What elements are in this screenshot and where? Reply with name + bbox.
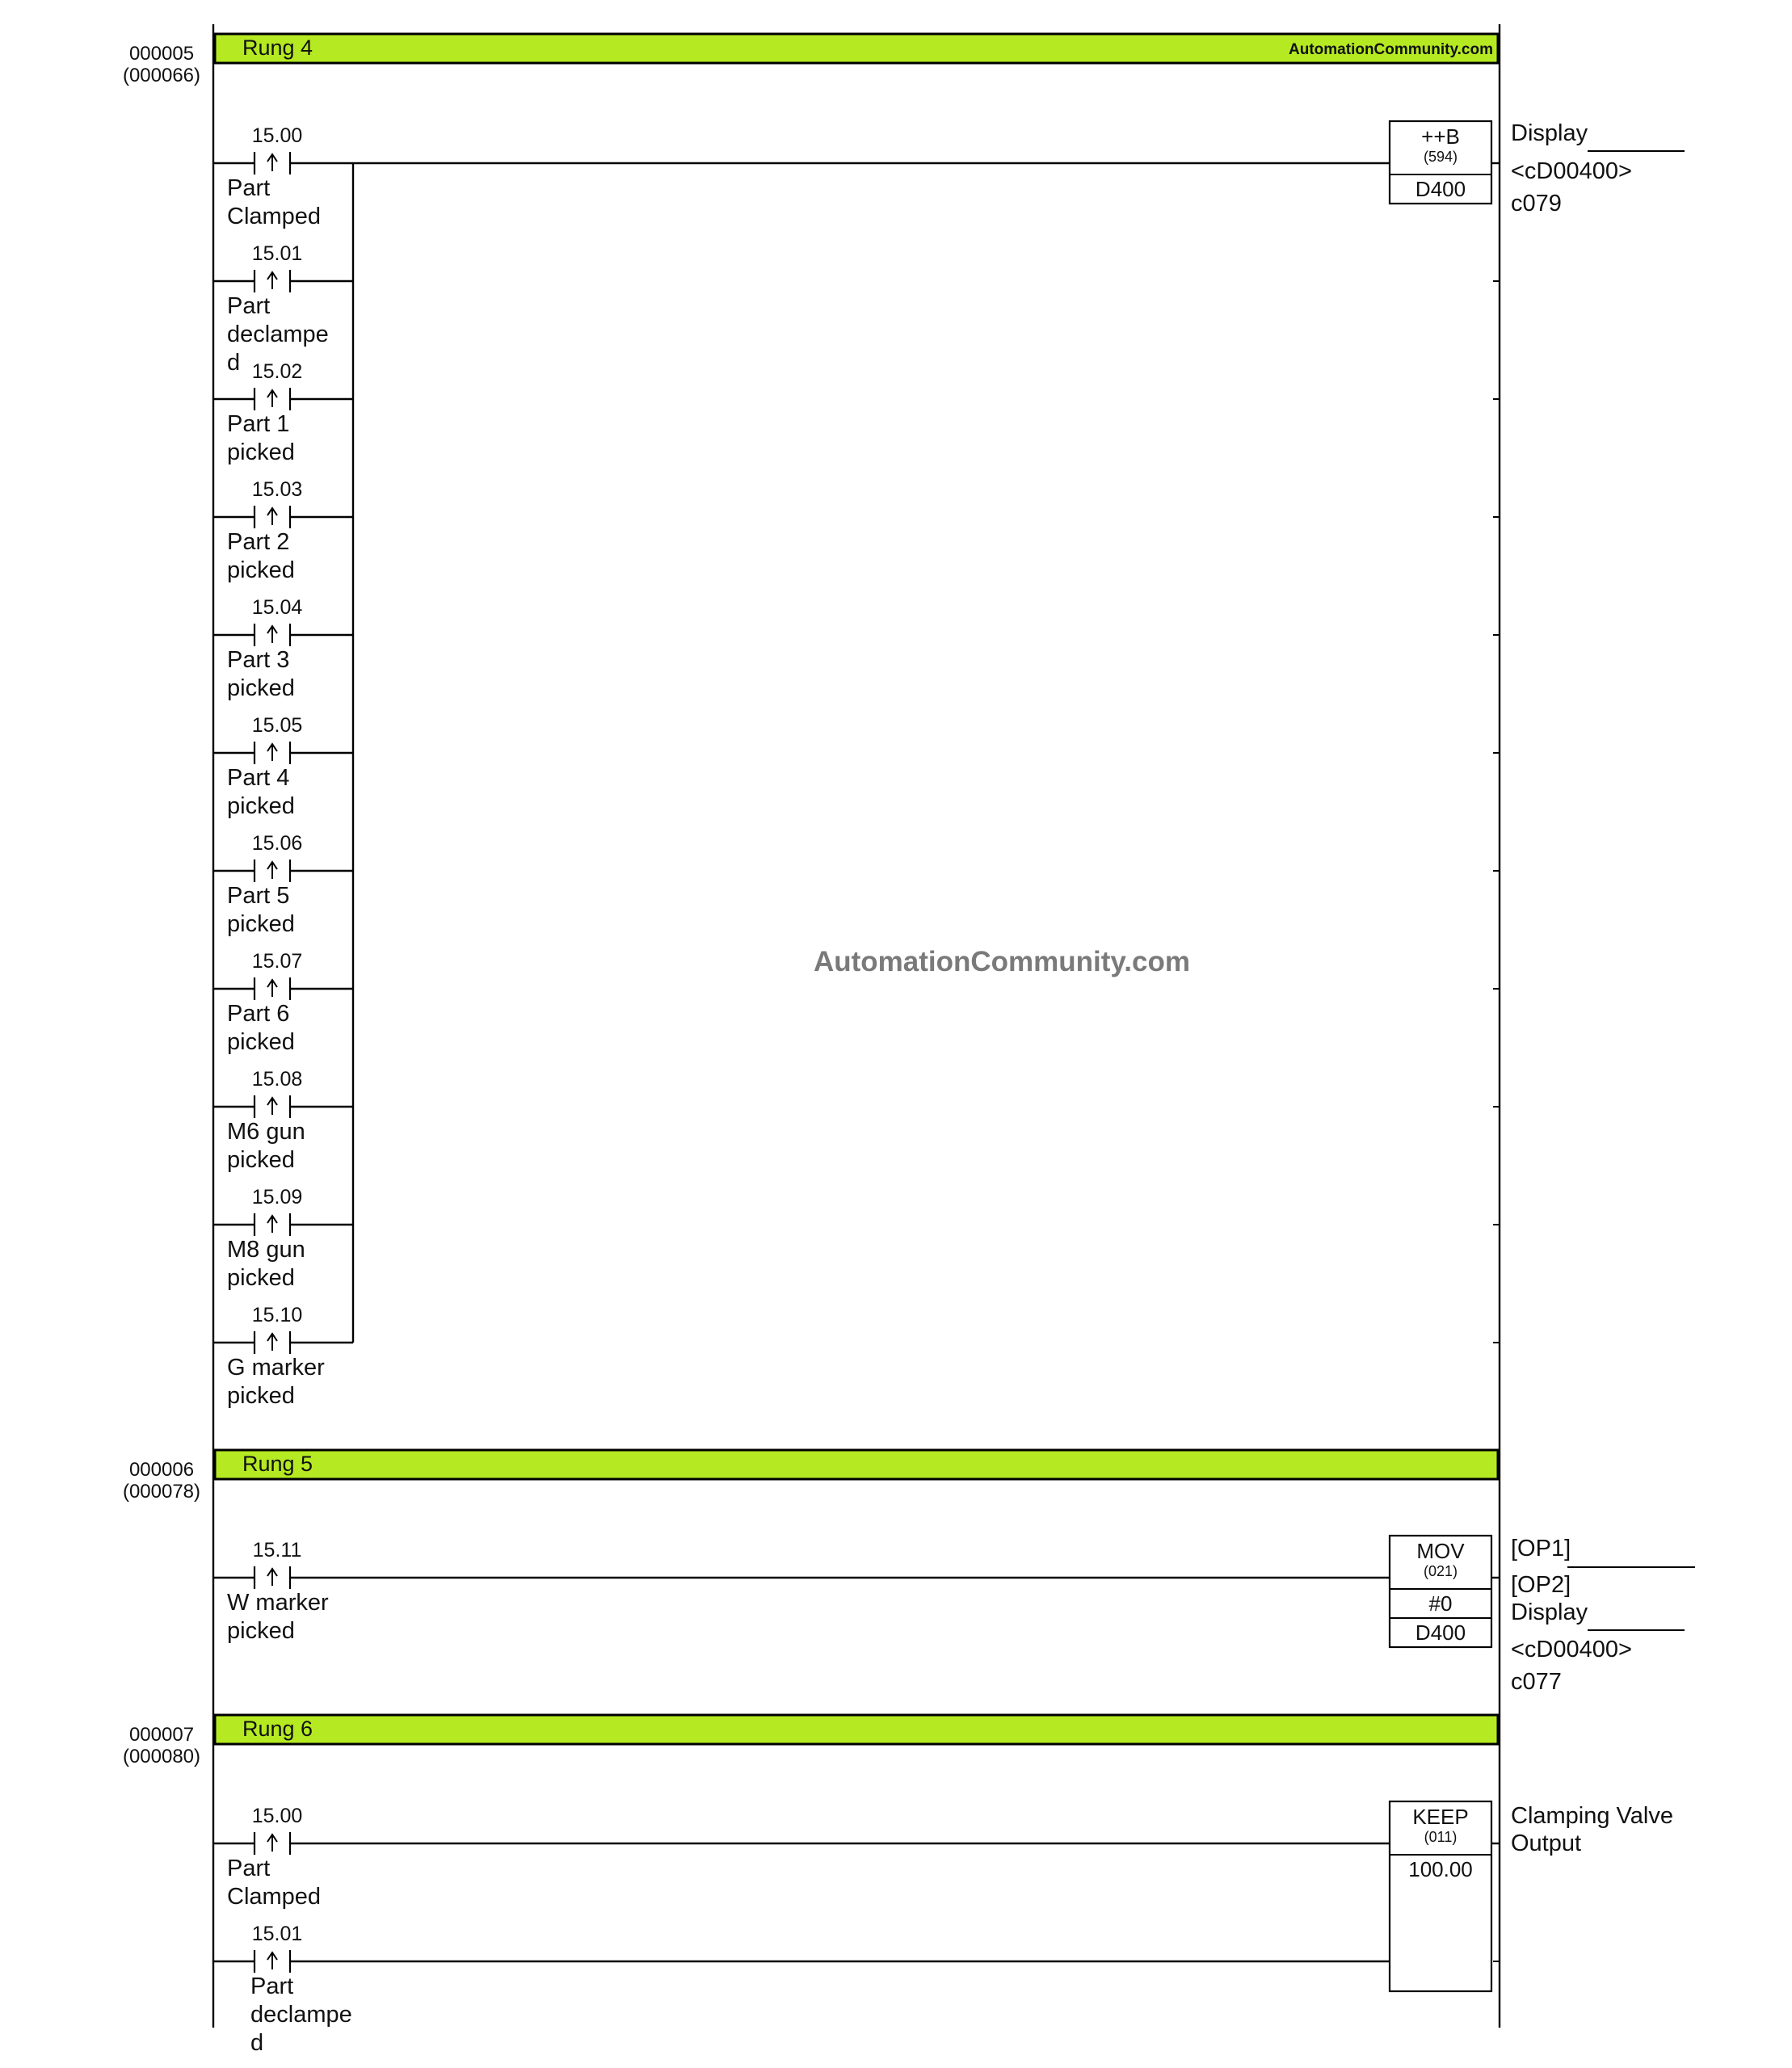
- contact[interactable]: [213, 242, 353, 376]
- contact-address: 15.01: [251, 242, 303, 265]
- contact-label: Part 4: [227, 765, 290, 791]
- instruction-operand: D400: [1415, 1620, 1466, 1645]
- contact-label: declampe: [227, 322, 329, 347]
- contact[interactable]: [213, 596, 353, 701]
- rung-title: Rung 4: [242, 36, 313, 60]
- contact-label: d: [250, 2030, 264, 2056]
- contact-label: Part: [227, 175, 271, 201]
- instruction-block[interactable]: [1390, 1801, 1491, 1991]
- annotation: <cD00400>: [1511, 158, 1632, 184]
- instruction-mnemonic: ++B: [1421, 124, 1460, 149]
- contact-label: G marker: [227, 1355, 325, 1381]
- annotation: Output: [1511, 1831, 1582, 1856]
- rung-header-bar: [215, 1715, 1498, 1744]
- contact[interactable]: [213, 1068, 353, 1173]
- contact-address: 15.04: [251, 596, 303, 619]
- contact-address: 15.02: [251, 360, 303, 383]
- annotation: [OP1]: [1511, 1536, 1571, 1562]
- rung-6: [123, 1715, 1673, 2056]
- contact[interactable]: [213, 832, 353, 937]
- contact-label: picked: [227, 793, 295, 819]
- contact-address: 15.11: [252, 1539, 302, 1562]
- annotation: Clamping Valve: [1511, 1803, 1673, 1829]
- contact-address: 15.00: [251, 124, 303, 147]
- rung-address: (000066): [122, 65, 201, 86]
- instruction-operand: #0: [1428, 1591, 1453, 1616]
- contact[interactable]: [213, 478, 353, 583]
- instruction-block[interactable]: [1390, 1536, 1491, 1647]
- contact-label: picked: [227, 1147, 295, 1173]
- annotation: c077: [1511, 1669, 1562, 1695]
- contact-label: picked: [227, 1265, 295, 1291]
- contact[interactable]: [213, 360, 353, 465]
- contact-address: 15.06: [251, 832, 303, 855]
- contact-address: 15.03: [251, 478, 303, 501]
- contact[interactable]: [213, 1186, 353, 1291]
- contact-address: 15.05: [251, 714, 303, 737]
- watermark-center: AutomationCommunity.com: [813, 946, 1191, 977]
- contact-label: Part 3: [227, 647, 290, 673]
- annotation: c079: [1511, 191, 1562, 216]
- rung-5: [123, 1450, 1695, 1695]
- rung-number: 000005: [128, 43, 195, 65]
- contact[interactable]: [213, 1805, 1390, 1910]
- instruction-mnemonic: MOV: [1416, 1539, 1465, 1563]
- annotation: <cD00400>: [1511, 1637, 1632, 1662]
- contact-label: M8 gun: [227, 1237, 305, 1263]
- contact-label: d: [227, 350, 241, 376]
- instruction-block[interactable]: [1390, 121, 1491, 204]
- contact-label: picked: [227, 911, 295, 937]
- contact-label: picked: [227, 557, 295, 583]
- annotation: [OP2]: [1511, 1572, 1571, 1598]
- instruction-code: (594): [1423, 149, 1458, 165]
- contact[interactable]: [213, 1539, 1390, 1644]
- contact-label: M6 gun: [227, 1119, 305, 1145]
- contact-label: W marker: [227, 1590, 329, 1616]
- contact-label: Clamped: [227, 204, 322, 229]
- contact-label: declampe: [250, 2002, 352, 2028]
- instruction-annotations: [1511, 1803, 1673, 1856]
- contact-label: Part: [250, 1973, 294, 1999]
- contact-label: picked: [227, 675, 295, 701]
- contact-address: 15.08: [251, 1068, 303, 1091]
- contact-address: 15.00: [251, 1805, 303, 1827]
- rung-header-bar: [215, 1450, 1498, 1479]
- instruction-annotations: [1511, 120, 1685, 216]
- contact-address: 15.01: [251, 1923, 303, 1945]
- contact[interactable]: [213, 1304, 353, 1409]
- contact[interactable]: [213, 950, 353, 1055]
- contact-label: Part 6: [227, 1001, 290, 1027]
- contact-label: Part: [227, 293, 271, 319]
- rung-number: 000007: [128, 1724, 195, 1746]
- watermark-header: AutomationCommunity.com: [1289, 41, 1493, 58]
- contact-label: picked: [227, 439, 295, 465]
- contact-label: Clamped: [227, 1884, 322, 1910]
- rung-4: [123, 34, 1685, 1409]
- instruction-code: (011): [1424, 1829, 1458, 1845]
- contact[interactable]: [213, 714, 353, 819]
- rung-number: 000006: [128, 1459, 195, 1481]
- instruction-operand: 100.00: [1408, 1857, 1473, 1881]
- contact-label: Part 5: [227, 883, 290, 909]
- contact-label: picked: [227, 1383, 295, 1409]
- contact-label: picked: [227, 1029, 295, 1055]
- contact-label: picked: [227, 1618, 295, 1644]
- rung-title: Rung 5: [242, 1452, 313, 1476]
- rung-address: (000078): [122, 1481, 201, 1503]
- annotation: Display: [1511, 120, 1588, 146]
- contact-label: Part: [227, 1856, 271, 1881]
- contact-label: Part 1: [227, 411, 290, 437]
- instruction-code: (021): [1423, 1563, 1458, 1579]
- rung-address: (000080): [122, 1746, 201, 1767]
- contact-label: Part 2: [227, 529, 290, 555]
- contact[interactable]: [213, 124, 353, 229]
- contact-address: 15.07: [251, 950, 303, 973]
- contact-address: 15.10: [251, 1304, 303, 1326]
- annotation: Display: [1511, 1599, 1588, 1625]
- contact[interactable]: [213, 1923, 1390, 2056]
- instruction-mnemonic: KEEP: [1412, 1805, 1469, 1829]
- contact-address: 15.09: [251, 1186, 303, 1208]
- instruction-operand: D400: [1415, 177, 1466, 201]
- instruction-annotations: [1511, 1536, 1695, 1695]
- rung-title: Rung 6: [242, 1717, 313, 1741]
